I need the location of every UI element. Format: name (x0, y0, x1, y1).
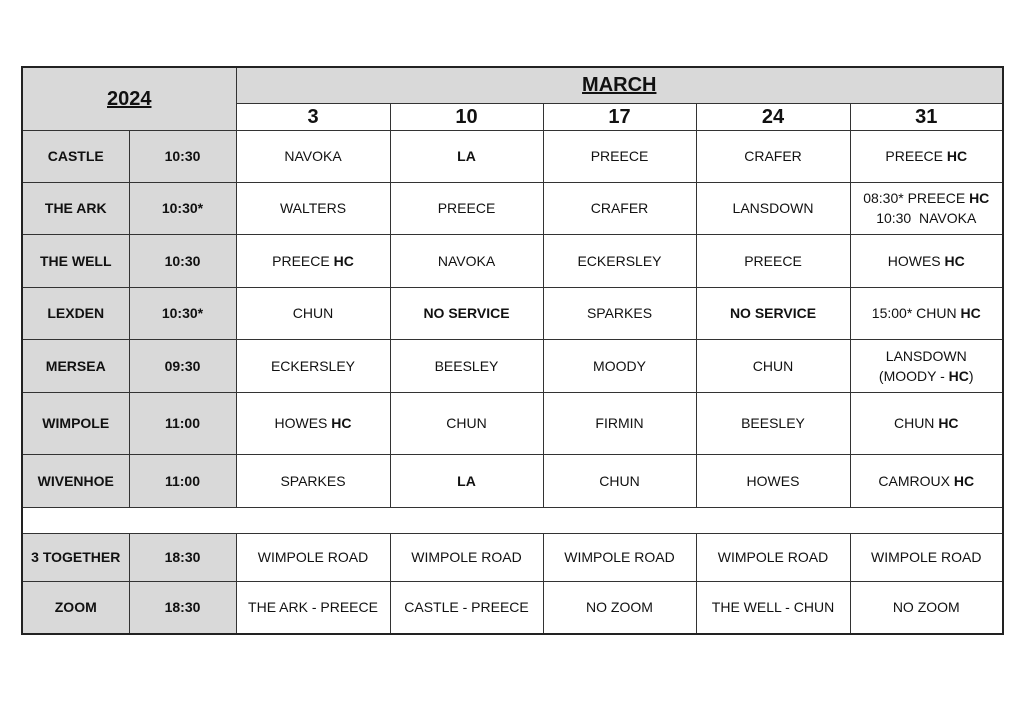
cell-text: 08:30* PREECE (863, 190, 970, 206)
rota-cell (696, 130, 850, 182)
bold-text: HC (331, 415, 352, 431)
table-row (22, 581, 1003, 634)
service-time: 10:30 (129, 130, 236, 182)
rota-cell (390, 234, 543, 287)
date-header: 17 (543, 103, 696, 130)
service-time: 11:00 (129, 454, 236, 507)
cell-text: SPARKES (280, 472, 346, 489)
bold-text: HC (953, 472, 975, 489)
cell-text: NO ZOOM (586, 599, 653, 616)
bold-text: HC (944, 252, 965, 269)
bold-text: LA (457, 148, 476, 164)
rota-cell (543, 182, 696, 234)
table-row (22, 533, 1003, 581)
cell-text: PREECE (744, 252, 802, 269)
rota-cell (390, 533, 543, 581)
table-row (22, 130, 1003, 182)
table-row (22, 287, 1003, 339)
rota-cell (390, 454, 543, 507)
cell-text: ECKERSLEY (270, 357, 356, 374)
rota-cell (543, 392, 696, 454)
date-header: 24 (696, 103, 850, 130)
cell-text: WIMPOLE ROAD (564, 549, 675, 565)
cell-text: 15:00* CHUN (871, 305, 961, 321)
cell-text: CHUN (893, 415, 939, 431)
rota-cell (236, 392, 390, 454)
cell-text: FIRMIN (595, 415, 644, 431)
rota-cell (696, 533, 850, 581)
church-name: MERSEA (22, 339, 129, 392)
rota-cell (390, 339, 543, 392)
cell-text: CAMROUX (878, 472, 954, 489)
cell-text: MOODY (593, 357, 646, 374)
service-time: 10:30* (129, 182, 236, 234)
cell-text: PREECE (437, 200, 496, 216)
cell-text: PREECE (590, 148, 649, 164)
rota-cell (696, 287, 850, 339)
cell-text: NAVOKA (284, 148, 342, 164)
rota-cell (543, 234, 696, 287)
service-time: 10:30 (129, 234, 236, 287)
church-name: LEXDEN (22, 287, 129, 339)
rota-cell (543, 130, 696, 182)
date-header: 3 (236, 103, 390, 130)
table-row (22, 182, 1003, 234)
church-name: THE ARK (22, 182, 129, 234)
date-header: 31 (850, 103, 1003, 130)
rota-cell (236, 287, 390, 339)
rota-cell (236, 533, 390, 581)
rota-cell (850, 182, 1003, 234)
year: 2024 (107, 87, 152, 110)
rota-cell (390, 130, 543, 182)
bold-text: HC (948, 367, 969, 384)
rota-cell (850, 454, 1003, 507)
rota-cell (850, 287, 1003, 339)
bold-text: HC (333, 252, 354, 269)
rota-cell (543, 581, 696, 634)
cell-text: HOWES (887, 252, 945, 269)
rota-cell (696, 454, 850, 507)
rota-cell (850, 581, 1003, 634)
cell-text: CHUN (292, 305, 334, 321)
rota-cell (696, 581, 850, 634)
cell-text: WIMPOLE ROAD (257, 549, 369, 565)
bold-text: HC (960, 305, 981, 321)
cell-text: (MOODY - (878, 367, 949, 384)
rota-cell (696, 182, 850, 234)
cell-text: WIMPOLE ROAD (871, 549, 982, 565)
cell-text: CASTLE - PREECE (404, 599, 529, 616)
church-name: ZOOM (22, 581, 129, 634)
rota-cell (390, 287, 543, 339)
service-time: 10:30* (129, 287, 236, 339)
rota-cell (236, 581, 390, 634)
table-row (22, 392, 1003, 454)
rota-cell (390, 182, 543, 234)
rota-cell (850, 339, 1003, 392)
spacer-cell (22, 507, 1003, 533)
rota-cell (850, 533, 1003, 581)
rota-cell (543, 533, 696, 581)
cell-text: THE ARK - PREECE (248, 599, 378, 616)
cell-text: CRAFER (590, 200, 649, 216)
cell-text: CHUN (599, 472, 640, 489)
bold-text: HC (969, 190, 990, 206)
cell-text: ) (968, 367, 974, 384)
rota-cell (236, 234, 390, 287)
rota-cell (850, 130, 1003, 182)
cell-text: HOWES (746, 472, 800, 489)
rota-cell (696, 392, 850, 454)
cell-text: LANSDOWN (732, 200, 814, 216)
service-time: 18:30 (129, 533, 236, 581)
cell-text: CRAFER (744, 148, 802, 164)
bold-text: HC (938, 415, 959, 431)
rota-cell (236, 182, 390, 234)
table-row (22, 454, 1003, 507)
table-row (22, 234, 1003, 287)
spacer-row (22, 507, 1003, 533)
rota-cell (850, 234, 1003, 287)
rota-cell (543, 339, 696, 392)
cell-text: NO ZOOM (892, 599, 960, 616)
church-name: WIMPOLE (22, 392, 129, 454)
bold-text: LA (457, 472, 476, 489)
service-time: 09:30 (129, 339, 236, 392)
rota-cell (850, 392, 1003, 454)
rota-cell (236, 454, 390, 507)
date-header: 10 (390, 103, 543, 130)
rota-table (21, 66, 1004, 635)
cell-text: WIMPOLE ROAD (717, 549, 829, 565)
cell-text: BEESLEY (741, 415, 805, 431)
cell-text: HOWES (274, 415, 332, 431)
cell-text: SPARKES (586, 305, 653, 321)
cell-text: BEESLEY (434, 357, 499, 374)
bold-text: NO SERVICE (423, 305, 510, 321)
year-heading (22, 67, 236, 130)
rota-cell (543, 454, 696, 507)
service-time: 18:30 (129, 581, 236, 634)
rota-cell (390, 392, 543, 454)
church-name: THE WELL (22, 234, 129, 287)
table-row (22, 339, 1003, 392)
rota-cell (236, 339, 390, 392)
church-name: WIVENHOE (22, 454, 129, 507)
cell-text: PREECE (272, 252, 334, 269)
church-name: CASTLE (22, 130, 129, 182)
month-heading (236, 67, 1003, 103)
rota-cell (696, 234, 850, 287)
cell-text: WIMPOLE ROAD (411, 549, 522, 565)
cell-text: WALTERS (279, 200, 347, 216)
rota-cell (390, 581, 543, 634)
month: MARCH (582, 74, 657, 97)
cell-text: THE WELL - CHUN (711, 599, 835, 616)
cell-text: CHUN (446, 415, 487, 431)
cell-text: 10:30 NAVOKA (876, 210, 977, 226)
rota-cell (696, 339, 850, 392)
rota-cell (236, 130, 390, 182)
rota-cell (543, 287, 696, 339)
service-time: 11:00 (129, 392, 236, 454)
bold-text: HC (946, 148, 968, 164)
cell-text: LANSDOWN (885, 347, 967, 364)
cell-text: NAVOKA (437, 252, 496, 269)
cell-text: CHUN (752, 357, 794, 374)
church-name: 3 TOGETHER (22, 533, 129, 581)
bold-text: NO SERVICE (729, 305, 817, 321)
cell-text: PREECE (885, 148, 947, 164)
cell-text: ECKERSLEY (577, 252, 662, 269)
